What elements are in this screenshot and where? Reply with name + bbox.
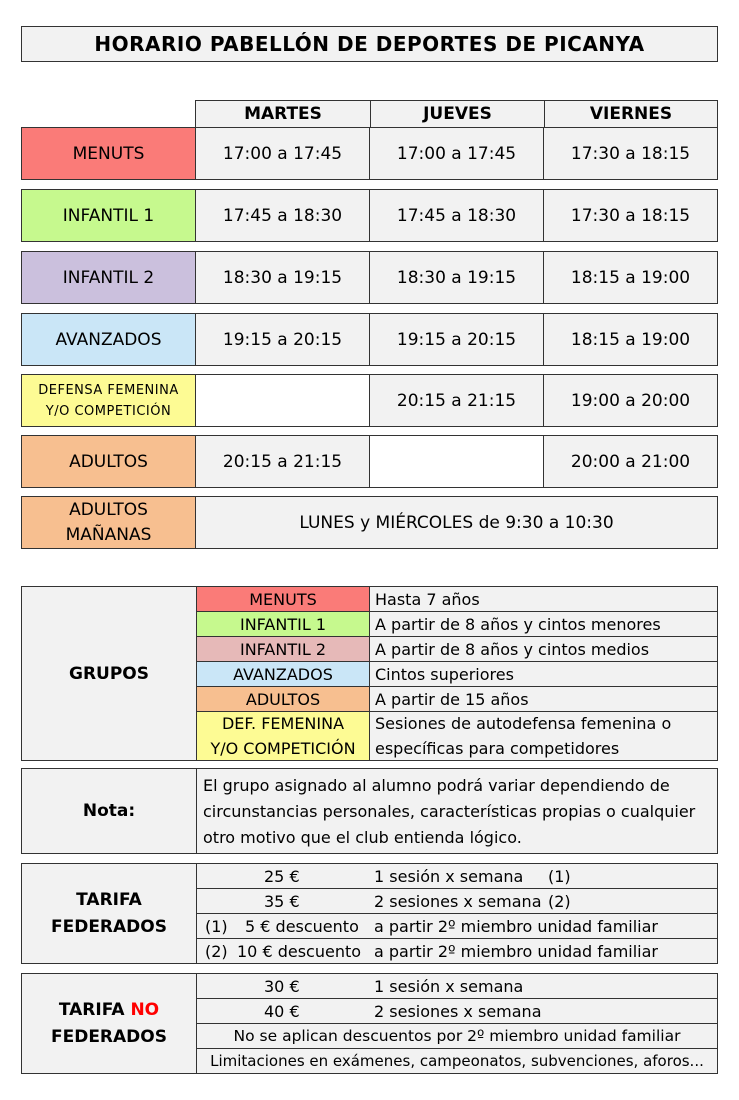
footnote-mark: (1): [205, 916, 228, 936]
day-header-friday: VIERNES: [544, 100, 718, 128]
morning-schedule: LUNES y MIÉRCOLES de 9:30 a 10:30: [195, 496, 718, 549]
time-cell: 17:45 a 18:30: [369, 189, 544, 242]
footnote-mark: (2): [205, 941, 228, 961]
tarifa-no-federados-note: Limitaciones en exámenes, campeonatos, subvenciones, aforos...: [196, 1048, 718, 1074]
group-label: [21, 496, 196, 549]
group-label-line1: DEFENSA FEMENINA: [38, 382, 179, 398]
tarifa-federados-label: [21, 863, 197, 964]
group-label: [21, 374, 196, 427]
tarifa-no-federados-row: [196, 998, 718, 1024]
schedule-row-adultos: [21, 435, 718, 488]
group-label: AVANZADOS: [21, 313, 196, 366]
legend-group-desc: Hasta 7 años: [369, 586, 718, 612]
time-cell: 17:30 a 18:15: [543, 189, 718, 242]
time-cell: [369, 435, 544, 488]
groups-label: GRUPOS: [21, 586, 197, 761]
tarifa-federados-row: [196, 863, 718, 889]
time-cell: 20:15 a 21:15: [369, 374, 544, 427]
tarifa-federados-row: [196, 938, 718, 964]
tarifa-federados-label-line1: TARIFA: [76, 889, 142, 910]
time-cell: 18:30 a 19:15: [369, 251, 544, 304]
time-cell: 20:00 a 21:00: [543, 435, 718, 488]
group-label-line2: MAÑANAS: [65, 524, 152, 545]
discount-desc: a partir 2º miembro unidad familiar: [374, 916, 659, 936]
legend-group-name: ADULTOS: [196, 686, 370, 712]
footnote-ref: (1): [548, 866, 571, 886]
time-cell: 17:45 a 18:30: [195, 189, 370, 242]
time-cell: 18:15 a 19:00: [543, 251, 718, 304]
time-cell: 17:30 a 18:15: [543, 127, 718, 180]
tarifa-federados-row: [196, 913, 718, 939]
tarifa-no-federados-row: [196, 973, 718, 999]
group-label: MENUTS: [21, 127, 196, 180]
schedule-row-adultos-mananas: [21, 496, 718, 549]
schedule-row-infantil-2: [21, 251, 718, 304]
price: 25 €: [264, 866, 300, 886]
legend-group-desc: A partir de 15 años: [369, 686, 718, 712]
legend-group-desc: A partir de 8 años y cintos menores: [369, 611, 718, 637]
group-label: ADULTOS: [21, 435, 196, 488]
note-text: El grupo asignado al alumno podrá variar dependiendo de circunstancias personales, características propias o cualquier otro motivo que el club entienda lógico.: [196, 768, 718, 854]
discount: 5 € descuento: [245, 916, 359, 936]
group-label-line1: ADULTOS: [69, 499, 148, 520]
tarifa-no-federados-label-line2: FEDERADOS: [50, 1026, 167, 1047]
legend-group-desc-line2: específicas para competidores: [375, 739, 620, 758]
legend-group-desc: A partir de 8 años y cintos medios: [369, 636, 718, 662]
price-desc: 2 sesiones x semana: [374, 1001, 542, 1021]
legend-group-desc: Cintos superiores: [369, 661, 718, 687]
tarifa-no-federados-note: No se aplican descuentos por 2º miembro unidad familiar: [196, 1023, 718, 1049]
legend-group-name-line1: DEF. FEMENINA: [221, 714, 345, 733]
legend-group-name: INFANTIL 1: [196, 611, 370, 637]
time-cell: [195, 374, 370, 427]
schedule-row-menuts: [21, 127, 718, 180]
group-label-line2: Y/O COMPETICIÓN: [45, 403, 172, 419]
discount: 10 € descuento: [237, 941, 362, 961]
schedule-row-defensa-femenina: [21, 374, 718, 427]
schedule-row-infantil-1: [21, 189, 718, 242]
no-highlight: NO: [130, 999, 160, 1020]
group-label: INFANTIL 2: [21, 251, 196, 304]
time-cell: 19:15 a 20:15: [195, 313, 370, 366]
legend-group-name-line2: Y/O COMPETICIÓN: [210, 739, 356, 758]
legend-group-name: AVANZADOS: [196, 661, 370, 687]
time-cell: 18:30 a 19:15: [195, 251, 370, 304]
tarifa-federados-row: [196, 888, 718, 914]
group-label: INFANTIL 1: [21, 189, 196, 242]
page-title: HORARIO PABELLÓN DE DEPORTES DE PICANYA: [21, 26, 718, 62]
price: 35 €: [264, 891, 300, 911]
time-cell: 19:00 a 20:00: [543, 374, 718, 427]
time-cell: 18:15 a 19:00: [543, 313, 718, 366]
price-desc: 2 sesiones x semana: [374, 891, 542, 911]
legend-group-name: INFANTIL 2: [196, 636, 370, 662]
time-cell: 17:00 a 17:45: [369, 127, 544, 180]
legend-group-name: [196, 711, 370, 761]
tarifa-federados-label-line2: FEDERADOS: [50, 916, 167, 937]
price-desc: 1 sesión x semana: [374, 976, 524, 996]
legend-group-desc-line1: Sesiones de autodefensa femenina o: [375, 714, 672, 733]
time-cell: 17:00 a 17:45: [195, 127, 370, 180]
note-label: Nota:: [21, 768, 197, 854]
price: 40 €: [264, 1001, 300, 1021]
price-desc: 1 sesión x semana: [374, 866, 524, 886]
schedule-row-avanzados: [21, 313, 718, 366]
discount-desc: a partir 2º miembro unidad familiar: [374, 941, 659, 961]
legend-group-name: MENUTS: [196, 586, 370, 612]
footnote-ref: (2): [548, 891, 571, 911]
tarifa-no-federados-label-line1: [59, 997, 159, 1024]
day-header-thursday: JUEVES: [370, 100, 545, 128]
tarifa-no-federados-label: [21, 973, 197, 1074]
legend-group-desc: [369, 711, 718, 761]
price: 30 €: [264, 976, 300, 996]
day-header-tuesday: MARTES: [195, 100, 371, 128]
time-cell: 20:15 a 21:15: [195, 435, 370, 488]
tarifa-word: TARIFA: [58, 999, 125, 1020]
time-cell: 19:15 a 20:15: [369, 313, 544, 366]
